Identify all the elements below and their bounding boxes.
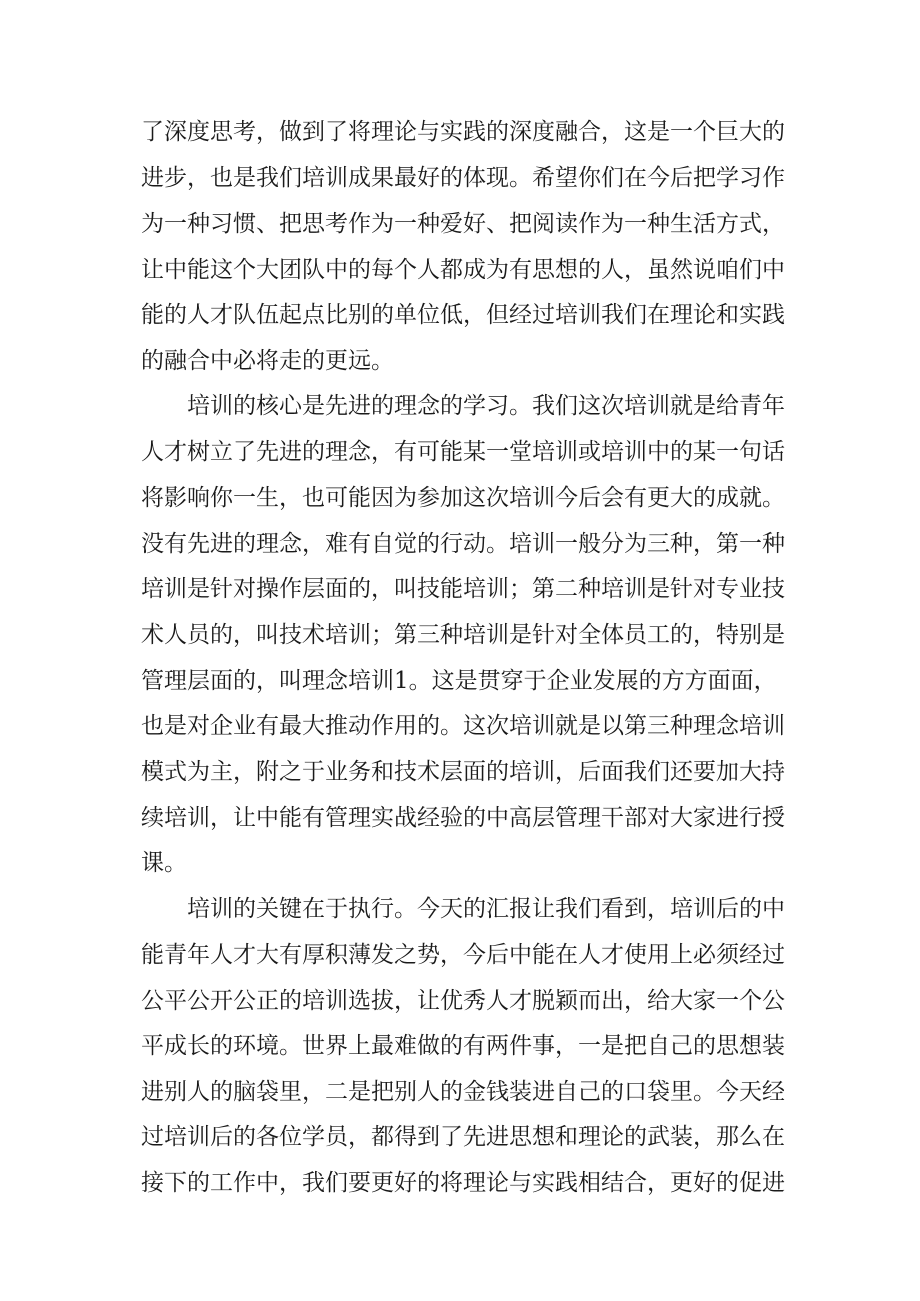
text-line: 平成长的环境。世界上最难做的有两件事，一是把自己的思想装 <box>141 1033 785 1059</box>
text-line: 为一种习惯、把思考作为一种爱好、把阅读作为一种生活方式， <box>141 211 785 237</box>
text-line: 人才树立了先进的理念，有可能某一堂培训或培训中的某一句话 <box>141 439 785 465</box>
paragraph-first-line: 培训的关键在于执行。今天的汇报让我们看到，培训后的中 <box>187 896 785 922</box>
text-line: 过培训后的各位学员，都得到了先进思想和理论的武装，那么在 <box>141 1124 785 1150</box>
text-line: 管理层面的，叫理念培训1。这是贯穿于企业发展的方方面面， <box>141 668 777 694</box>
text-line: 让中能这个大团队中的每个人都成为有思想的人，虽然说咱们中 <box>141 257 785 283</box>
text-line: 公平公开公正的培训选拔，让优秀人才脱颖而出，给大家一个公 <box>141 988 785 1014</box>
text-line: 术人员的，叫技术培训；第三种培训是针对全体员工的，特别是 <box>141 622 785 648</box>
text-line: 将影响你一生，也可能因为参加这次培训今后会有更大的成就。 <box>141 485 785 511</box>
paragraph-first-line: 培训的核心是先进的理念的学习。我们这次培训就是给青年 <box>187 393 785 419</box>
text-line: 了深度思考，做到了将理论与实践的深度融合，这是一个巨大的 <box>141 119 785 145</box>
text-line: 能青年人才大有厚积薄发之势，今后中能在人才使用上必须经过 <box>141 942 785 968</box>
text-line: 课。 <box>141 850 187 876</box>
text-line: 模式为主，附之于业务和技术层面的培训，后面我们还要加大持 <box>141 759 785 785</box>
text-line: 能的人才队伍起点比别的单位低，但经过培训我们在理论和实践 <box>141 302 785 328</box>
text-line: 培训是针对操作层面的，叫技能培训；第二种培训是针对专业技 <box>141 576 785 602</box>
text-line: 续培训，让中能有管理实战经验的中高层管理干部对大家进行授 <box>141 805 785 831</box>
text-line: 也是对企业有最大推动作用的。这次培训就是以第三种理念培训 <box>141 713 785 739</box>
text-line: 没有先进的理念，难有自觉的行动。培训一般分为三种，第一种 <box>141 531 785 557</box>
text-line: 的融合中必将走的更远。 <box>141 348 394 374</box>
text-line: 进别人的脑袋里，二是把别人的金钱装进自己的口袋里。今天经 <box>141 1079 785 1105</box>
text-line: 接下的工作中，我们要更好的将理论与实践相结合，更好的促进 <box>141 1170 785 1196</box>
text-line: 进步，也是我们培训成果最好的体现。希望你们在今后把学习作 <box>141 165 785 191</box>
